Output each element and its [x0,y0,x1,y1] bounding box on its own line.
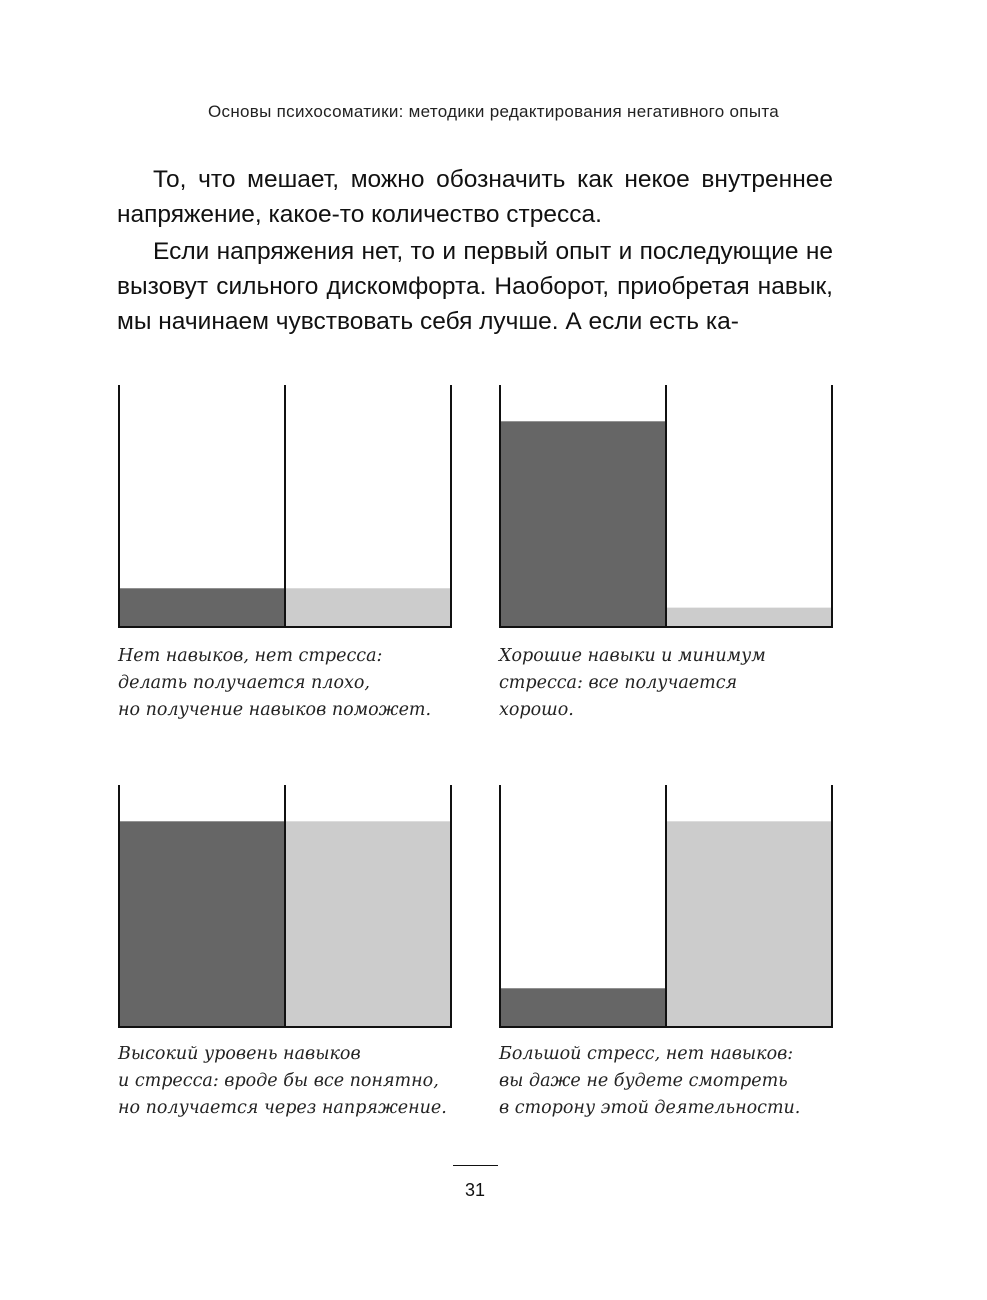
figure-caption [499,643,859,724]
caption-line: но получается через напряжение. [118,1098,447,1118]
figure-panel [499,785,833,1028]
body-text [117,162,833,341]
caption-line: но получение навыков поможет. [118,700,432,720]
running-title: Основы психосоматики: методики редактирования негативного опыта [208,102,779,121]
figure-diagram [118,385,452,628]
stress-bar [285,588,451,627]
figure-panel [118,385,452,628]
stress-bar [666,608,832,627]
figure-caption [118,643,478,724]
skills-bar [119,588,285,627]
caption-line: и стресса: вроде бы все понятно, [118,1071,439,1091]
figure-caption [499,1041,859,1122]
stress-bar [285,821,451,1027]
caption-line: в сторону этой деятельности. [499,1098,801,1118]
figure-panel [499,385,833,628]
caption-line: Нет навыков, нет стресса: [118,646,383,666]
stress-bar [666,821,832,1027]
skills-bar [500,421,666,627]
figure-panel [118,785,452,1028]
caption-line: Большой стресс, нет навыков: [499,1044,794,1064]
figure-diagram [499,385,833,628]
figure-diagram [499,785,833,1028]
page-number-rule [453,1165,498,1166]
skills-bar [119,821,285,1027]
paragraph: То, что мешает, можно обозначить как некое внутреннее напряжение, какое-то количество стресса. [117,166,833,228]
paragraph: Если напряжения нет, то и первый опыт и последующие не вызовут сильного дискомфорта. Наоборот, приобретая навык, мы начинаем чувствовать себя лучше. А если есть ка- [117,238,833,335]
caption-line: хорошо. [499,700,574,720]
figure-caption [118,1041,478,1122]
skills-bar [500,988,666,1027]
page-number: 31 [464,1180,486,1200]
caption-line: делать получается плохо, [118,673,370,693]
caption-line: Хорошие навыки и минимум [499,646,766,666]
caption-line: вы даже не будете смотреть [499,1071,788,1091]
caption-line: стресса: все получается [499,673,738,693]
figure-diagram [118,785,452,1028]
caption-line: Высокий уровень навыков [118,1044,361,1064]
